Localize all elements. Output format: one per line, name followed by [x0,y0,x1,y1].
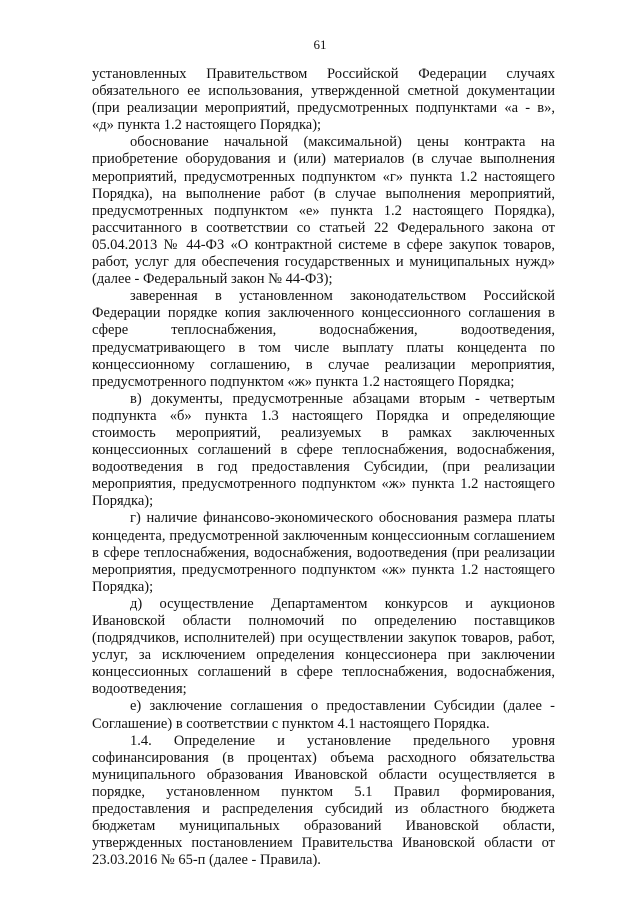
paragraph-approved-estimate: установленных Правительством Российской Федерации случаях обязательного ее использования, утвержденной сметной документации (при реализации мероприятий, предусмотренных подпунктами «а - в», «д» пункта 1.2 настоящего Порядка); [92,66,555,134]
paragraph-section-1-4: 1.4. Определение и установление предельного уровня софинансирования (в процентах) объема расходного обязательства муниципального образования Ивановской области осуществляется в порядке, установленном пунктом 5.1 Правил формирования, предоставления и распределения субсидий из областного бюджета бюджетам муниципальных образований Ивановской области, утвержденных постановлением Правительства Ивановской области от 23.03.2016 № 65-п (далее - Правила). [92,732,555,869]
page-number: 61 [313,37,327,52]
paragraph-item-d: д) осуществление Департаментом конкурсов и аукционов Ивановской области полномочий по определению поставщиков (подрядчиков, исполнителей) при осуществлении закупок товаров, работ, услуг, за исключением определения концессионера при заключении концессионных соглашений в сфере теплоснабжения, водоснабжения, водоотведения; [92,595,555,698]
paragraph-item-v: в) документы, предусмотренные абзацами вторым - четвертым подпункта «б» пункта 1.3 настоящего Порядка и определяющие стоимость мероприятий, реализуемых в рамках заключенных концессионных соглашений в сфере теплоснабжения, водоснабжения, водоотведения в год предоставления Субсидии, (при реализации мероприятия, предусмотренного подпунктом «ж» пункта 1.2 настоящего Порядка); [92,390,555,510]
paragraph-price-justification: обоснование начальной (максимальной) цены контракта на приобретение оборудования и (или) материалов (в случае выполнения мероприятий, предусмотренных подпунктом «г» пункта 1.2 настоящего Порядка), на выполнение работ (в случае выполнения мероприятий, предусмотренных подпунктом «е» пункта 1.2 настоящего Порядка), рассчитанного в соответствии со статьей 22 Федерального закона от 05.04.2013 № 44-ФЗ «О контрактной системе в сфере закупок товаров, работ, услуг для обеспечения государственных и муниципальных нужд» (далее - Федеральный закон № 44-ФЗ); [92,134,555,288]
document-body [92,66,555,869]
paragraph-item-e: е) заключение соглашения о предоставлении Субсидии (далее - Соглашение) в соответствии с пунктом 4.1 настоящего Порядка. [92,698,555,732]
paragraph-item-g: г) наличие финансово-экономического обоснования размера платы концедента, предусмотренной заключенным концессионным соглашением в сфере теплоснабжения, водоснабжения, водоотведения (при реализации мероприятия, предусмотренного подпунктом «ж» пункта 1.2 настоящего Порядка); [92,510,555,595]
paragraph-concession-copy: заверенная в установленном законодательством Российской Федерации порядке копия заключенного концессионного соглашения в сфере теплоснабжения, водоснабжения, водоотведения, предусматривающего в том числе выплату платы концедента по концессионному соглашению, в случае реализации мероприятия, предусмотренного подпунктом «ж» пункта 1.2 настоящего Порядка; [92,288,555,390]
